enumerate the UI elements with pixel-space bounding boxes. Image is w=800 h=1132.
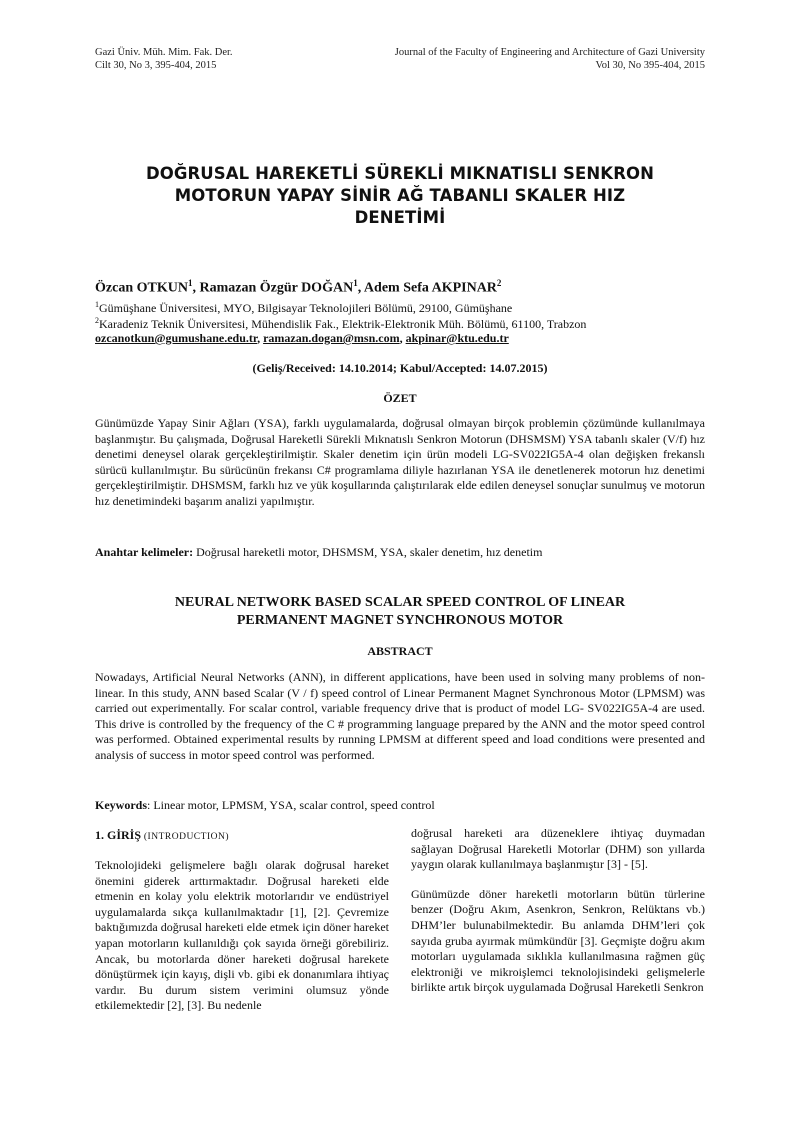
introduction-heading-en: (INTRODUCTION) bbox=[141, 832, 229, 842]
author-1: Özcan OTKUN bbox=[95, 280, 188, 296]
author-2: Ramazan Özgür DOĞAN bbox=[199, 280, 354, 296]
author-emails bbox=[95, 331, 509, 346]
intro-paragraph-1: Teknolojideki gelişmelere bağlı olarak doğrusal hareket önemini giderek arttırmaktadır. Doğrusal hareketi elde etmenin en kolay yolu elektrik motorlarıdır ve endüstriyel uygulamalarda sıkça kullanılmaktadır [1], [2]. Çevremize baktığımızda doğrusal hareketi elde etmek için döner hareket yapan motorların kullanıldığı çok sayıda örneği görebiliriz. Ancak, bu motorlarda döner hareketi doğrusal harekete dönüştürmek için kayış, dişli vb. gibi ek donanımlara ihtiyaç vardır. Bu durum sistem verimini olumsuz yönde etkilemektedir [2], [3]. Bu nedenle bbox=[95, 858, 389, 1013]
email-link-1[interactable]: ozcanotkun@gumushane.edu.tr bbox=[95, 331, 258, 345]
affiliation-2-text: Karadeniz Teknik Üniversitesi, Mühendislik Fak., Elektrik-Elektronik Müh. Bölümü, 61100, Trabzon bbox=[99, 317, 587, 331]
header-journal-name-en: Journal of the Faculty of Engineering and Architecture of Gazi University bbox=[394, 47, 705, 58]
affiliation-1-text: Gümüşhane Üniversitesi, MYO, Bilgisayar Teknolojileri Bölümü, 29100, Gümüşhane bbox=[99, 301, 513, 315]
turkish-keywords-label: Anahtar kelimeler: bbox=[95, 545, 194, 559]
title-line-3: DENETİMİ bbox=[354, 208, 446, 227]
ozet-text: Günümüzde Yapay Sinir Ağları (YSA), farklı uygulamalarda, doğrusal olmayan birçok problemin çözümünde kullanılmaya başlanmıştır. Bu çalışmada, Doğrusal Hareketli Sürekli Mıknatıslı Senkron Motorun (DHSMSM) YSA tabanlı skaler (V/f) hız denetimi deneysel olarak gerçekleştirilmiştir. Skaler denetim için ürün modeli LG-SV022IG5A-4 olan değişken frekanslı sürücü kullanılmıştır. Bu sürücünün frekansı C# programlama diliyle hazırlanan YSA ile denetlenerek motorun hız denetimi gerçekleştirilmiştir. DHSMSM, farklı hız ve yük koşullarında çalıştırılarak elde edilen deneysel sonuçlar sunulmuş ve motorun hız denetimindeki başarım analizi yapılmıştır. bbox=[95, 416, 705, 508]
header-volume-en: Vol 30, No 395-404, 2015 bbox=[595, 60, 705, 71]
email-separator: , bbox=[257, 331, 264, 345]
affiliation-1-marker: 1 bbox=[95, 300, 99, 309]
intro-paragraph-2: doğrusal hareketi ara düzeneklere ihtiyaç duymadan sağlayan Doğrusal Hareketli Motorlar (DHM) son yıllarda yaygın olarak kullanılmaya başlanmıştır [3] - [5]. bbox=[411, 826, 705, 872]
ozet-heading: ÖZET bbox=[383, 391, 417, 405]
abstract-text: Nowadays, Artificial Neural Networks (ANN), in different applications, have been used in solving many problems of non-linear. In this study, ANN based Scalar (V / f) speed control of Linear Permanent Magnet Synchronous Motor (LPMSM) was carried out experimentally. For scalar control, variable frequency drive that is product of model LG- SV022IG5A-4 are used. This drive is controlled by the frequency of the C # programming language prepared by the ANN and the motor speed control was performed. Obtained experimental results by running LPMSM at different speed and load conditions were presented and analysis of success in motor speed control was performed. bbox=[95, 670, 705, 762]
intro-paragraph-3: Günümüzde döner hareketli motorların bütün türlerine benzer (Doğru Akım, Asenkron, Senkron, Relüktans vb.) DHM’ler bulunabilmektedir. Bu anlamda DHM’leri çok sayıda gruba ayırmak mümkündür [3]. Geçmişte doğru akım motorları uygulamada sıklıkla kullanılmasına rağmen güç elektroniği ve mikroişlemci teknolojisindeki gelişmelerle birlikte artık birçok uygulamada Doğrusal Hareketli Senkron bbox=[411, 886, 705, 995]
affiliation-2 bbox=[95, 313, 586, 332]
intro-left-column bbox=[95, 858, 389, 1014]
author-3-affil: 2 bbox=[496, 278, 502, 288]
header-volume-tr: Cilt 30, No 3, 395-404, 2015 bbox=[95, 60, 217, 71]
paper-title bbox=[100, 163, 700, 229]
journal-header-turkish bbox=[95, 46, 233, 72]
header-journal-name-tr: Gazi Üniv. Müh. Mim. Fak. Der. bbox=[95, 47, 233, 58]
abstract-heading: ABSTRACT bbox=[367, 644, 433, 658]
author-separator: , bbox=[357, 280, 364, 296]
english-title bbox=[150, 594, 650, 630]
affiliation-2-marker: 2 bbox=[95, 316, 99, 325]
introduction-heading-tr: 1. GİRİŞ bbox=[95, 828, 142, 842]
intro-right-column bbox=[411, 826, 705, 996]
email-link-3[interactable]: akpinar@ktu.edu.tr bbox=[405, 331, 509, 345]
turkish-keywords bbox=[95, 545, 542, 560]
author-separator: , bbox=[192, 280, 200, 296]
journal-header-english bbox=[395, 46, 705, 72]
author-list bbox=[95, 278, 501, 297]
title-line-2: MOTORUN YAPAY SİNİR AĞ TABANLI SKALER HIZ bbox=[174, 186, 626, 205]
title-line-1: DOĞRUSAL HAREKETLİ SÜREKLİ MIKNATISLI SENKRON bbox=[145, 164, 655, 183]
received-accepted-dates: (Geliş/Received: 14.10.2014; Kabul/Accepted: 14.07.2015) bbox=[252, 361, 548, 375]
email-link-2[interactable]: ramazan.dogan@msn.com bbox=[263, 331, 400, 345]
english-title-line-1: NEURAL NETWORK BASED SCALAR SPEED CONTROL OF LINEAR bbox=[174, 595, 626, 610]
english-keywords-list: : Linear motor, LPMSM, YSA, scalar control, speed control bbox=[147, 798, 435, 812]
english-keywords-label: Keywords bbox=[95, 798, 147, 812]
author-1-affil: 1 bbox=[187, 278, 193, 288]
author-2-affil: 1 bbox=[353, 278, 358, 288]
english-title-line-2: PERMANENT MAGNET SYNCHRONOUS MOTOR bbox=[236, 613, 564, 628]
author-3: Adem Sefa AKPINAR bbox=[363, 280, 497, 296]
email-separator: , bbox=[399, 331, 406, 345]
introduction-heading bbox=[95, 828, 229, 843]
turkish-keywords-list: Doğrusal hareketli motor, DHSMSM, YSA, skaler denetim, hız denetim bbox=[193, 545, 543, 559]
english-keywords bbox=[95, 798, 435, 813]
